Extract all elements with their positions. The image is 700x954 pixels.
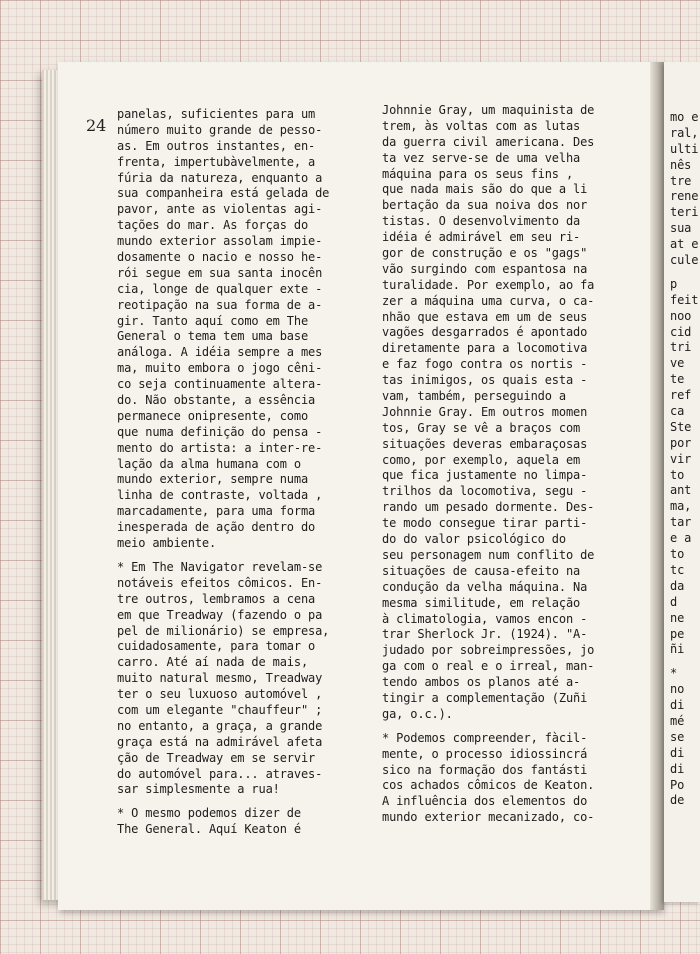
text-line: ter o seu luxuoso automóvel ,: [117, 687, 323, 702]
text-line: trar Sherlock Jr. (1924). "A-: [382, 627, 588, 642]
text-line: inesperada de ação dentro do: [117, 520, 316, 535]
text-line: tações do mar. As forças do: [117, 218, 309, 233]
text-line: ve: [670, 356, 685, 371]
text-line: mé: [670, 713, 685, 728]
right-text-column: [382, 103, 644, 826]
text-line: Johnnie Gray. Em outros momen: [382, 404, 588, 419]
text-line: ne: [670, 610, 685, 625]
text-line: * Podemos compreender, fàcil-: [382, 730, 588, 745]
text-line: bertação da sua noiva dos nor: [382, 198, 588, 213]
text-line: rando um pesado dormente. Des-: [382, 500, 595, 515]
text-line: cos achados cômicos de Keaton.: [382, 778, 595, 793]
text-line: vam, também, perseguindo a: [382, 389, 566, 404]
text-line: teri: [670, 205, 699, 220]
text-line: nês: [670, 157, 692, 172]
text-line: feit: [670, 292, 699, 307]
text-line: * O mesmo podemos dizer de: [117, 806, 301, 821]
text-line: di: [670, 761, 685, 776]
text-line: panelas, suficientes para um: [117, 107, 316, 121]
text-line: diretamente para a locomotiva: [382, 341, 588, 356]
text-line: lação da alma humana com o: [117, 456, 301, 471]
text-line: e faz fogo contra os nortis -: [382, 357, 588, 372]
text-line: vir: [670, 451, 692, 466]
text-line: situações deveras embaraçosas: [382, 436, 588, 451]
text-line: que fica justamente no limpa-: [382, 468, 588, 483]
text-line: noo: [670, 308, 692, 323]
text-line: te modo consegue tirar parti-: [382, 516, 588, 531]
text-line: idéia é admirável em seu ri-: [382, 230, 581, 245]
text-line: A influência dos elementos do: [382, 794, 588, 809]
text-line: Johnnie Gray, um maquinista de: [382, 103, 595, 117]
text-line: at e: [670, 237, 699, 252]
text-line: vão surgindo com espantosa na: [382, 261, 588, 276]
text-line: Ste: [670, 419, 692, 434]
text-line: zer a máquina uma curva, o ca-: [382, 293, 595, 308]
text-line: pavor, ante as violentas agi-: [117, 202, 323, 217]
text-line: vagões desgarrados é apontado: [382, 325, 588, 340]
text-line: as. Em outros instantes, en-: [117, 138, 316, 153]
text-line: rói segue em sua santa inocên: [117, 265, 323, 280]
text-line: cia, longe de qualquer exte -: [117, 281, 323, 296]
text-line: linha de contraste, voltada ,: [117, 488, 323, 503]
text-line: ral,: [670, 125, 699, 140]
text-line: [670, 658, 700, 666]
text-line: frenta, impertubàvelmente, a: [117, 154, 316, 169]
text-line: ga, o.c.).: [382, 706, 453, 721]
text-line: turalidade. Por exemplo, ao fa: [382, 277, 595, 292]
text-line: notáveis efeitos cômicos. En-: [117, 575, 323, 590]
text-line: seu personagem num conflito de: [382, 547, 595, 562]
text-line: p: [670, 276, 678, 291]
text-line: sua: [670, 221, 692, 236]
text-line: ref: [670, 388, 692, 403]
text-line: ant: [670, 483, 692, 498]
text-line: trilhos da locomotiva, segu -: [382, 484, 588, 499]
text-line: carro. Até aí nada de mais,: [117, 655, 309, 670]
text-line: mundo exterior assolam impie-: [117, 234, 323, 249]
text-line: que nada mais são do que a li: [382, 182, 588, 197]
text-line: nhão que estava em um de seus: [382, 309, 588, 324]
left-text-column: [117, 107, 367, 838]
text-line: judado por sobreimpressões, jo: [382, 643, 595, 658]
text-line: tos, Gray se vê a braços com: [382, 420, 581, 435]
text-line: análoga. A idéia sempre a mes: [117, 345, 323, 360]
text-line: tc: [670, 562, 685, 577]
text-line: [117, 798, 367, 806]
text-line: ma, muito embora o jogo cêni-: [117, 361, 323, 376]
text-line: mesma similitude, em relação: [382, 595, 581, 610]
text-line: tendo ambos os planos até a-: [382, 675, 581, 690]
text-line: tre: [670, 173, 692, 188]
text-line: mo e: [670, 110, 699, 124]
text-line: co seja continuamente altera-: [117, 377, 323, 392]
text-line: tistas. O desenvolvimento da: [382, 214, 581, 229]
next-page-text-fragment: [670, 110, 700, 809]
text-line: rene: [670, 189, 699, 204]
text-line: do automóvel para... atraves-: [117, 766, 323, 781]
text-line: cid: [670, 324, 692, 339]
text-line: sar simplesmente a rua!: [117, 782, 280, 797]
text-line: do do valor psicológico do: [382, 532, 566, 547]
text-line: ca: [670, 404, 685, 419]
text-line: tre outros, lembramos a cena: [117, 591, 316, 606]
text-line: *: [670, 666, 678, 681]
text-line: permanece onipresente, como: [117, 408, 309, 423]
page-number: 24: [86, 116, 107, 135]
text-line: [382, 723, 644, 731]
text-line: cule: [670, 253, 699, 268]
text-line: tingir a complementação (Zuñi: [382, 690, 588, 705]
text-line: ta vez serve-se de uma velha: [382, 150, 581, 165]
text-line: pel de milionário) se empresa,: [117, 623, 330, 638]
text-line: marcadamente, para uma forma: [117, 504, 316, 519]
text-line: da guerra civil americana. Des: [382, 134, 595, 149]
text-line: to: [670, 547, 685, 562]
text-line: di: [670, 745, 685, 760]
text-line: condução da velha máquina. Na: [382, 579, 588, 594]
text-line: no entanto, a graça, a grande: [117, 718, 323, 733]
text-line: reotipação na sua forma de a-: [117, 297, 323, 312]
text-line: meio ambiente.: [117, 536, 217, 551]
text-line: dosamente o nacio e nosso he-: [117, 250, 323, 265]
text-line: gor de construção e os "gags": [382, 246, 588, 261]
text-line: pe: [670, 626, 685, 641]
text-line: com um elegante "chauffeur" ;: [117, 702, 323, 717]
text-line: ção de Treadway em se servir: [117, 750, 316, 765]
text-line: d: [670, 594, 678, 609]
text-line: * Em The Navigator revelam-se: [117, 559, 323, 574]
text-line: sua companheira está gelada de: [117, 186, 330, 201]
text-line: do. Não obstante, a essência: [117, 393, 316, 408]
text-line: ma,: [670, 499, 692, 514]
text-line: tas inimigos, os quais esta -: [382, 373, 588, 388]
text-line: cuidadosamente, para tomar o: [117, 639, 316, 654]
text-line: [117, 552, 367, 560]
text-line: em que Treadway (fazendo o pa: [117, 607, 323, 622]
text-line: número muito grande de pesso-: [117, 122, 323, 137]
text-line: ñi: [670, 642, 685, 657]
text-line: no: [670, 682, 685, 697]
text-line: General o tema tem uma base: [117, 329, 309, 344]
text-line: Po: [670, 777, 685, 792]
text-line: tar: [670, 515, 692, 530]
text-line: mundo exterior, sempre numa: [117, 472, 309, 487]
text-line: que numa definição do pensa -: [117, 424, 323, 439]
text-line: to: [670, 467, 685, 482]
text-line: muito natural mesmo, Treadway: [117, 671, 323, 686]
text-line: situações de causa-efeito na: [382, 563, 581, 578]
book-gutter: [650, 62, 664, 910]
text-line: e a: [670, 531, 692, 546]
text-line: por: [670, 435, 692, 450]
text-line: como, por exemplo, aquela em: [382, 452, 581, 467]
text-line: mente, o processo idiossincrá: [382, 746, 588, 761]
text-line: fúria da natureza, enquanto a: [117, 170, 323, 185]
text-line: à climatologia, vamos encon -: [382, 611, 588, 626]
text-line: ga com o real e o irreal, man-: [382, 659, 595, 674]
text-line: graça está na admirável afeta: [117, 734, 323, 749]
text-line: tri: [670, 340, 692, 355]
text-line: sico na formação dos fantásti: [382, 762, 588, 777]
text-line: The General. Aquí Keaton é: [117, 822, 301, 837]
text-line: da: [670, 578, 685, 593]
text-line: se: [670, 729, 685, 744]
text-line: mento do artista: a inter-re-: [117, 440, 323, 455]
text-line: mundo exterior mecanizado, co-: [382, 810, 595, 825]
text-line: di: [670, 698, 685, 713]
text-line: [670, 269, 700, 277]
text-line: te: [670, 372, 685, 387]
text-line: trem, às voltas com as lutas: [382, 118, 581, 133]
text-line: de: [670, 793, 685, 808]
text-line: gir. Tanto aquí como em The: [117, 313, 309, 328]
text-line: ulti: [670, 141, 699, 156]
text-line: máquina para os seus fins ,: [382, 166, 574, 181]
